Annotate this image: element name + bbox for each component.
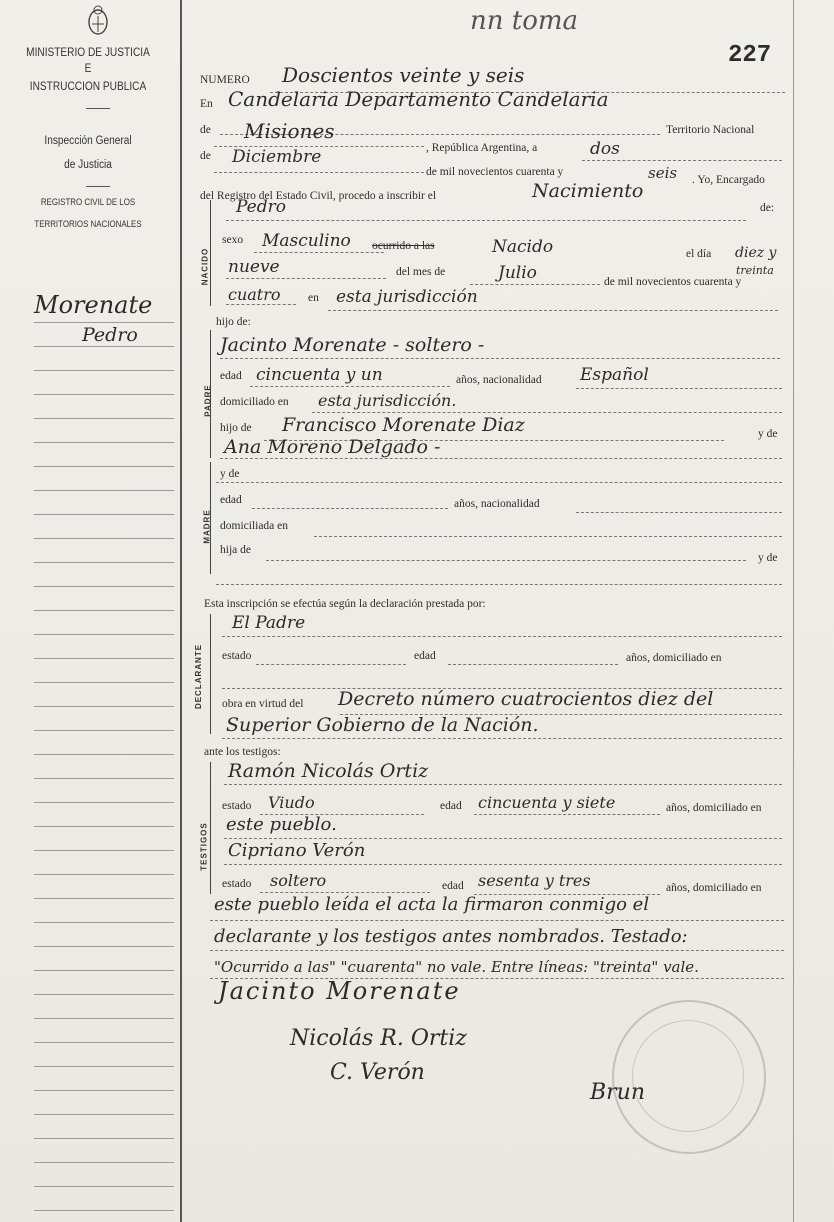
fill-line xyxy=(222,738,782,739)
inspection-line2: de Justicia xyxy=(64,159,112,171)
side-testigos: TESTIGOS xyxy=(199,822,209,871)
edad-label: edad xyxy=(220,370,242,382)
margin-rule xyxy=(34,562,174,563)
republica-label: , República Argentina, a xyxy=(426,142,538,154)
hijo-label: hijo de: xyxy=(216,316,251,328)
margin-rule xyxy=(34,394,174,395)
ministry-line3: INSTRUCCION PUBLICA xyxy=(29,81,147,93)
fill-line xyxy=(210,950,784,951)
testigo2-edad: sesenta y tres xyxy=(478,871,591,890)
interlineado: treinta xyxy=(736,264,774,277)
el-dia-value: diez y xyxy=(735,245,777,261)
fill-line xyxy=(226,220,746,221)
margin-rule xyxy=(34,1042,174,1043)
padre-madre: Ana Moreno Delgado - xyxy=(224,436,441,458)
margin-rule xyxy=(34,922,174,923)
cierre-line1: este pueblo leída el acta la firmaron conmigo el xyxy=(214,894,650,915)
cierre-line3: "Ocurrido a las" "cuarenta" no vale. Entre líneas: "treinta" vale. xyxy=(214,958,699,976)
testigo2-nombre: Cipriano Verón xyxy=(228,840,366,861)
mes-nac-value: Julio xyxy=(498,263,537,283)
fill-line xyxy=(224,838,782,839)
divider xyxy=(86,186,110,187)
fill-line xyxy=(312,412,782,413)
y-de-end-label: y de xyxy=(758,552,778,564)
margin-rule xyxy=(34,778,174,779)
de-colon-label: de: xyxy=(760,202,775,214)
padre-padre: Francisco Morenate Diaz xyxy=(282,414,525,436)
margin-rule xyxy=(34,1162,174,1163)
margin-rule xyxy=(34,802,174,803)
edad-label: edad xyxy=(414,650,436,662)
margin-rule xyxy=(34,466,174,467)
side-declarante: DECLARANTE xyxy=(194,643,204,710)
fill-line xyxy=(474,814,660,815)
declarante-brace xyxy=(210,614,211,734)
ocurrido-label: ocurrido a las xyxy=(372,240,435,252)
en-label2: en xyxy=(308,292,319,304)
margin-rule xyxy=(34,706,174,707)
margin-rule xyxy=(34,970,174,971)
testigo1-domicilio: este pueblo. xyxy=(226,814,337,835)
obra-label: obra en virtud del xyxy=(222,698,304,710)
ministry-line2: E xyxy=(84,63,92,75)
right-border xyxy=(793,0,794,1222)
de-label: de xyxy=(200,150,211,162)
obra-value-1: Decreto número cuatrocientos diez del xyxy=(338,688,714,710)
hijo-de-label: hijo de xyxy=(220,422,252,434)
margin-rule xyxy=(34,682,174,683)
ministry-line1: MINISTERIO DE JUSTICIA xyxy=(26,47,150,59)
anios-dom-label: años, domiciliado en xyxy=(626,652,722,664)
y-de-label: y de xyxy=(758,428,778,440)
fill-line xyxy=(582,160,782,161)
margin-rule xyxy=(34,946,174,947)
fill-line xyxy=(256,664,406,665)
fill-line xyxy=(576,512,782,513)
fill-line xyxy=(220,458,782,459)
margin-rule xyxy=(34,874,174,875)
madre-edad-label: edad xyxy=(220,494,242,506)
margin-rule xyxy=(34,1138,174,1139)
anio-label: de mil novecientos cuarenta y xyxy=(426,166,564,178)
margin-rule xyxy=(34,826,174,827)
yo-label: . Yo, Encargado xyxy=(692,174,765,186)
fill-line xyxy=(314,536,782,537)
margin-rule xyxy=(34,634,174,635)
registro-label: del Registro del Estado Civil, procedo a inscribir el xyxy=(200,190,437,202)
de-label: de xyxy=(200,124,211,136)
margin-rule xyxy=(34,1066,174,1067)
inspection-line1: Inspección General xyxy=(44,135,132,147)
margin-given-name: Pedro xyxy=(82,324,138,346)
declarante-nombre: El Padre xyxy=(232,613,306,633)
fill-line xyxy=(210,920,784,921)
sexo-label: sexo xyxy=(222,234,244,246)
margin-rule xyxy=(34,1114,174,1115)
fill-line xyxy=(266,560,746,561)
lugar-value: esta jurisdicción xyxy=(336,287,478,307)
margin-surname: Morenate xyxy=(34,291,153,319)
margin-rule xyxy=(34,1186,174,1187)
ocurrido-value: Nacido xyxy=(492,237,554,257)
fill-line xyxy=(216,482,782,483)
fill-line xyxy=(224,864,782,865)
margin-rule xyxy=(34,898,174,899)
fill-line xyxy=(224,784,782,785)
fill-line xyxy=(260,892,430,893)
sexo-value: Masculino xyxy=(262,231,351,251)
firma-encargado: Brun xyxy=(590,1080,646,1105)
side-madre: MADRE xyxy=(202,509,212,544)
act-number-stamp: 227 xyxy=(728,42,772,69)
domiciliado-label: domiciliado en xyxy=(220,396,289,408)
fill-line xyxy=(252,508,448,509)
margin-rule xyxy=(34,754,174,755)
margin-column xyxy=(0,0,180,1222)
anios-dom-label: años, domiciliado en xyxy=(666,882,762,894)
firma-testigo1: Nicolás R. Ortiz xyxy=(290,1026,467,1051)
acta-tipo: Nacimiento xyxy=(532,180,644,202)
margin-rule xyxy=(34,538,174,539)
testigo2-estado: soltero xyxy=(270,871,327,890)
divider xyxy=(86,108,110,109)
obra-value-2: Superior Gobierno de la Nación. xyxy=(226,714,539,736)
firma-padre: Jacinto Morenate xyxy=(218,977,461,1005)
fill-line xyxy=(328,310,778,311)
nombre-inscripto: Pedro xyxy=(236,197,286,217)
margin-border xyxy=(180,0,182,1222)
dia-value: dos xyxy=(590,139,620,159)
estado-label: estado xyxy=(222,800,252,812)
declaracion-intro: Esta inscripción se efectúa según la declaración prestada por: xyxy=(204,598,486,610)
padre-nombre: Jacinto Morenate - soltero - xyxy=(220,334,485,356)
nacido-brace xyxy=(210,200,211,306)
territorio-label: Territorio Nacional xyxy=(666,124,755,136)
testigos-intro: ante los testigos: xyxy=(204,746,281,758)
mes-value: Diciembre xyxy=(232,147,322,167)
margin-rule xyxy=(34,346,174,347)
fill-line xyxy=(254,252,384,253)
dia-nac-value: nueve xyxy=(228,257,280,277)
margin-rule xyxy=(34,322,174,323)
numero-value: Doscientos veinte y seis xyxy=(282,63,525,87)
edad-label: edad xyxy=(440,800,462,812)
side-padre: PADRE xyxy=(203,384,213,417)
margin-rule xyxy=(34,1090,174,1091)
fill-line xyxy=(214,172,424,173)
en-label: En xyxy=(200,98,213,110)
estado-label: estado xyxy=(222,878,252,890)
anio-value: seis xyxy=(648,164,678,182)
testigos-brace xyxy=(210,762,211,894)
del-mes-label: del mes de xyxy=(396,266,446,278)
en-value: Candelaria Departamento Candelaria xyxy=(228,87,609,111)
fill-line xyxy=(220,358,780,359)
anios-nac-label: años, nacionalidad xyxy=(456,374,542,386)
testigo1-estado: Viudo xyxy=(268,793,315,812)
el-dia-label: el día xyxy=(686,248,712,260)
margin-rule xyxy=(34,994,174,995)
hija-de-label: hija de xyxy=(220,544,251,556)
fill-line xyxy=(470,284,600,285)
madre-y-de-label: y de xyxy=(220,468,240,480)
anio-nac-value: cuatro xyxy=(228,285,281,304)
side-nacido: NACIDO xyxy=(200,247,210,286)
margin-rule xyxy=(34,610,174,611)
padre-edad: cincuenta y un xyxy=(256,365,383,385)
firma-testigo2: C. Verón xyxy=(330,1060,425,1085)
margin-rule xyxy=(34,658,174,659)
registry-line1: REGISTRO CIVIL DE LOS xyxy=(40,197,136,207)
national-emblem-icon xyxy=(86,4,110,38)
margin-rule xyxy=(34,370,174,371)
fill-line xyxy=(250,386,450,387)
anios-dom-label: años, domiciliado en xyxy=(666,802,762,814)
margin-rule xyxy=(34,442,174,443)
margin-rule xyxy=(34,586,174,587)
margin-rule xyxy=(34,1018,174,1019)
registry-line2: TERRITORIOS NACIONALES xyxy=(34,219,142,229)
territorio-value: Misiones xyxy=(244,119,335,143)
domiciliada-label: domiciliada en xyxy=(220,520,289,532)
margin-rule xyxy=(34,1210,174,1211)
margin-rule xyxy=(34,730,174,731)
fill-line xyxy=(448,664,618,665)
estado-label: estado xyxy=(222,650,252,662)
numero-label: NUMERO xyxy=(200,74,250,86)
fill-line xyxy=(226,278,386,279)
margin-rule xyxy=(34,514,174,515)
mil-label: de mil novecientos cuarenta y xyxy=(604,276,742,288)
margin-rule xyxy=(34,418,174,419)
top-scribble: nn toma xyxy=(470,6,579,36)
cierre-line2: declarante y los testigos antes nombrados. Testado: xyxy=(214,926,688,947)
fill-line xyxy=(222,636,782,637)
fill-line xyxy=(576,388,782,389)
margin-rule xyxy=(34,490,174,491)
fill-line xyxy=(216,584,782,585)
madre-anios-label: años, nacionalidad xyxy=(454,498,540,510)
testigo1-edad: cincuenta y siete xyxy=(478,793,616,812)
testigo1-nombre: Ramón Nicolás Ortiz xyxy=(228,760,429,782)
fill-line xyxy=(226,304,296,305)
margin-rule xyxy=(34,850,174,851)
padre-domicilio: esta jurisdicción. xyxy=(318,391,457,410)
official-seal-stamp xyxy=(612,1000,766,1154)
padre-nacionalidad: Español xyxy=(580,365,649,385)
edad-label: edad xyxy=(442,880,464,892)
